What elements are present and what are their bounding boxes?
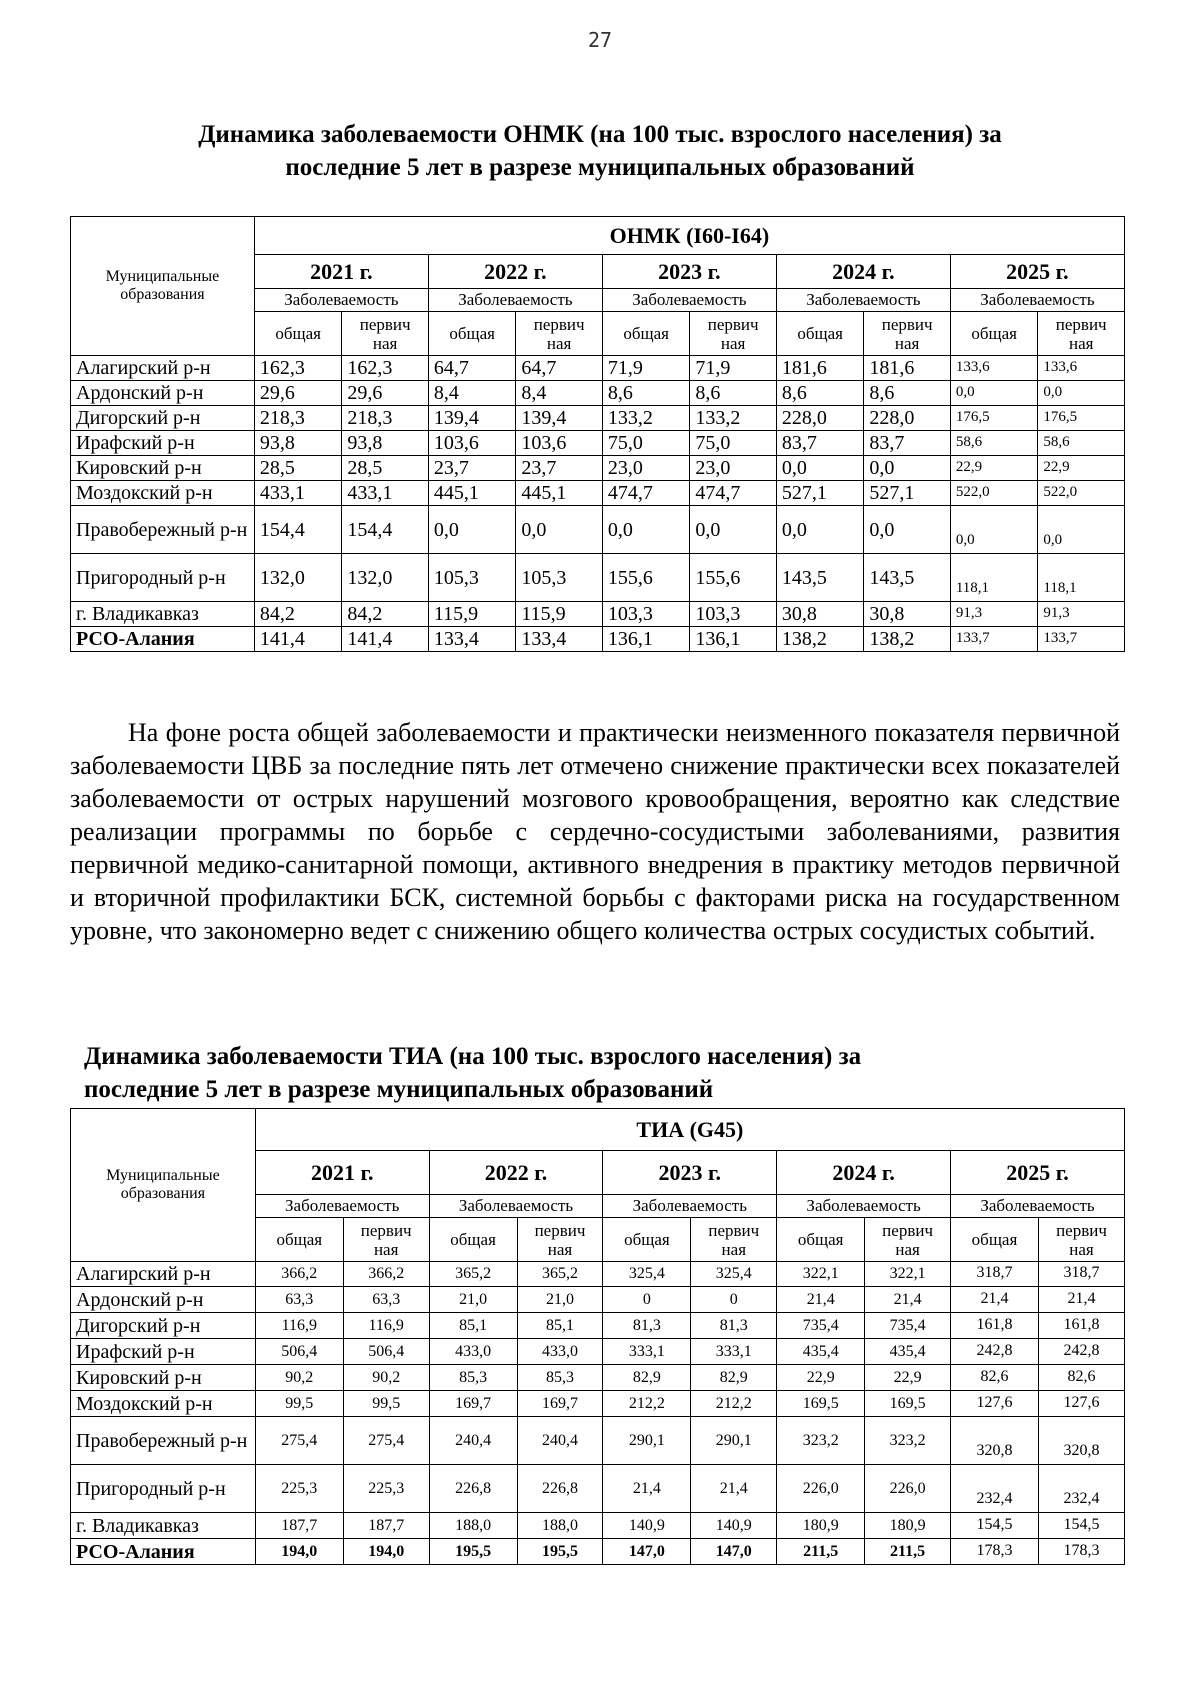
value-cell: 133,4 xyxy=(516,627,602,652)
year-header: 2021 г. xyxy=(255,1151,429,1195)
value-cell: 22,9 xyxy=(777,1365,865,1391)
value-cell: 132,0 xyxy=(254,554,342,602)
value-cell: 147,0 xyxy=(691,1539,777,1565)
value-cell: 365,2 xyxy=(429,1262,517,1287)
table2-title-line2: последние 5 лет в разрезе муниципальных образований xyxy=(84,1076,714,1103)
value-cell: 169,5 xyxy=(865,1391,951,1417)
value-cell: 366,2 xyxy=(343,1262,429,1287)
incidence-header: Заболеваемость xyxy=(776,289,950,312)
value-cell: 99,5 xyxy=(255,1391,343,1417)
value-cell: 30,8 xyxy=(864,602,950,627)
value-cell: 139,4 xyxy=(516,406,602,431)
value-cell: 115,9 xyxy=(516,602,602,627)
value-cell: 154,4 xyxy=(254,506,342,554)
value-cell: 63,3 xyxy=(343,1287,429,1313)
value-cell: 178,3 xyxy=(1038,1539,1124,1565)
value-cell: 218,3 xyxy=(254,406,342,431)
value-cell: 84,2 xyxy=(254,602,342,627)
value-cell: 180,9 xyxy=(777,1513,865,1539)
table2-title xyxy=(70,1040,1144,1106)
value-cell: 325,4 xyxy=(691,1262,777,1287)
value-cell: 506,4 xyxy=(343,1339,429,1365)
value-cell: 322,1 xyxy=(777,1262,865,1287)
value-cell: 323,2 xyxy=(777,1417,865,1465)
group-header-row xyxy=(71,217,1125,255)
value-cell: 133,2 xyxy=(690,406,776,431)
value-cell: 162,3 xyxy=(342,356,428,381)
value-cell: 81,3 xyxy=(691,1313,777,1339)
col-primary-header: первич ная xyxy=(690,312,776,356)
value-cell: 0,0 xyxy=(690,506,776,554)
year-header: 2025 г. xyxy=(950,1151,1124,1195)
value-cell: 115,9 xyxy=(428,602,516,627)
value-cell: 365,2 xyxy=(517,1262,603,1287)
municipality-name: г. Владикавказ xyxy=(71,1513,256,1539)
col-total-header: общая xyxy=(777,1218,865,1262)
col-primary-header: первич ная xyxy=(864,312,950,356)
group-header: ТИА (G45) xyxy=(255,1109,1124,1151)
value-cell: 8,6 xyxy=(864,381,950,406)
value-cell: 82,6 xyxy=(950,1365,1038,1391)
incidence-header: Заболеваемость xyxy=(950,1195,1124,1218)
value-cell: 187,7 xyxy=(343,1513,429,1539)
value-cell: 275,4 xyxy=(255,1417,343,1465)
value-cell: 21,4 xyxy=(691,1465,777,1513)
municipality-name: Пригородный р-н xyxy=(71,554,255,602)
value-cell: 194,0 xyxy=(343,1539,429,1565)
value-cell: 433,1 xyxy=(342,481,428,506)
col-total-header: общая xyxy=(776,312,864,356)
incidence-header: Заболеваемость xyxy=(428,289,602,312)
value-cell: 29,6 xyxy=(254,381,342,406)
col-primary-header: первич ная xyxy=(1038,1218,1124,1262)
value-cell: 133,7 xyxy=(950,627,1038,652)
value-cell: 323,2 xyxy=(865,1417,951,1465)
value-cell: 211,5 xyxy=(865,1539,951,1565)
municipality-name: Ирафский р-н xyxy=(71,431,255,456)
value-cell: 8,6 xyxy=(776,381,864,406)
value-cell: 83,7 xyxy=(864,431,950,456)
value-cell: 21,4 xyxy=(865,1287,951,1313)
value-cell: 0,0 xyxy=(950,381,1038,406)
value-cell: 93,8 xyxy=(254,431,342,456)
value-cell: 30,8 xyxy=(776,602,864,627)
table-row xyxy=(71,1513,1125,1539)
value-cell: 0,0 xyxy=(1038,381,1125,406)
value-cell: 58,6 xyxy=(1038,431,1125,456)
table1-title-line2: последние 5 лет в разрезе муниципальных образований xyxy=(285,154,915,181)
value-cell: 333,1 xyxy=(603,1339,691,1365)
value-cell: 29,6 xyxy=(342,381,428,406)
value-cell: 132,0 xyxy=(342,554,428,602)
year-header: 2023 г. xyxy=(602,255,776,289)
body-paragraph: На фоне роста общей заболеваемости и практически неизменного показателя первичной заболеваемости ЦВБ за последние пять лет отмечено снижение практически всех показателей заболеваемости от острых нарушений мозгового кровообращения, вероятно как следствие реализации программы по борьбе с сердечно-сосудистыми заболеваниями, развития первичной медико-санитарной помощи, активного внедрения в практику методов первичной и вторичной профилактики БСК, системной борьбы с факторами риска на государственном уровне, что закономерно ведет с снижению общего количества острых сосудистых событий. xyxy=(70,718,1120,945)
col-primary-header: первич ная xyxy=(1038,312,1125,356)
municipality-name: Правобережный р-н xyxy=(71,506,255,554)
value-cell: 154,5 xyxy=(1038,1513,1124,1539)
value-cell: 522,0 xyxy=(1038,481,1125,506)
value-cell: 325,4 xyxy=(603,1262,691,1287)
col-primary-header: первич ная xyxy=(691,1218,777,1262)
value-cell: 242,8 xyxy=(950,1339,1038,1365)
value-cell: 225,3 xyxy=(343,1465,429,1513)
incidence-header: Заболеваемость xyxy=(255,1195,429,1218)
value-cell: 23,7 xyxy=(516,456,602,481)
table-row xyxy=(71,554,1125,602)
table-row xyxy=(71,1391,1125,1417)
value-cell: 228,0 xyxy=(864,406,950,431)
value-cell: 226,0 xyxy=(777,1465,865,1513)
value-cell: 23,7 xyxy=(428,456,516,481)
table2-title-line1: Динамика заболеваемости ТИА (на 100 тыс. взрослого населения) за xyxy=(84,1043,862,1070)
value-cell: 154,4 xyxy=(342,506,428,554)
table-row xyxy=(71,1313,1125,1339)
value-cell: 178,3 xyxy=(950,1539,1038,1565)
value-cell: 139,4 xyxy=(428,406,516,431)
value-cell: 435,4 xyxy=(865,1339,951,1365)
table1-title-line1: Динамика заболеваемости ОНМК (на 100 тыс. взрослого населения) за xyxy=(198,121,1002,148)
value-cell: 290,1 xyxy=(691,1417,777,1465)
value-cell: 527,1 xyxy=(776,481,864,506)
value-cell: 103,6 xyxy=(516,431,602,456)
value-cell: 188,0 xyxy=(517,1513,603,1539)
year-header: 2022 г. xyxy=(429,1151,603,1195)
value-cell: 0,0 xyxy=(602,506,690,554)
value-cell: 23,0 xyxy=(690,456,776,481)
municipality-name: Кировский р-н xyxy=(71,456,255,481)
value-cell: 232,4 xyxy=(950,1465,1038,1513)
value-cell: 28,5 xyxy=(342,456,428,481)
value-cell: 181,6 xyxy=(864,356,950,381)
value-cell: 58,6 xyxy=(950,431,1038,456)
municipality-name: Алагирский р-н xyxy=(71,1262,256,1287)
value-cell: 127,6 xyxy=(1038,1391,1124,1417)
value-cell: 226,8 xyxy=(429,1465,517,1513)
value-cell: 75,0 xyxy=(690,431,776,456)
value-cell: 162,3 xyxy=(254,356,342,381)
value-cell: 735,4 xyxy=(777,1313,865,1339)
municipality-name: Алагирский р-н xyxy=(71,356,255,381)
value-cell: 85,1 xyxy=(517,1313,603,1339)
table-row xyxy=(71,356,1125,381)
value-cell: 138,2 xyxy=(864,627,950,652)
value-cell: 93,8 xyxy=(342,431,428,456)
municipality-name: Ардонский р-н xyxy=(71,1287,256,1313)
value-cell: 85,3 xyxy=(517,1365,603,1391)
year-header: 2024 г. xyxy=(777,1151,951,1195)
value-cell: 333,1 xyxy=(691,1339,777,1365)
value-cell: 0,0 xyxy=(1038,506,1125,554)
incidence-header: Заболеваемость xyxy=(429,1195,603,1218)
value-cell: 28,5 xyxy=(254,456,342,481)
value-cell: 195,5 xyxy=(429,1539,517,1565)
value-cell: 506,4 xyxy=(255,1339,343,1365)
value-cell: 181,6 xyxy=(776,356,864,381)
value-cell: 8,6 xyxy=(690,381,776,406)
value-cell: 0,0 xyxy=(428,506,516,554)
table-row xyxy=(71,481,1125,506)
value-cell: 133,2 xyxy=(602,406,690,431)
incidence-header: Заболеваемость xyxy=(777,1195,951,1218)
value-cell: 226,8 xyxy=(517,1465,603,1513)
incidence-header: Заболеваемость xyxy=(603,1195,777,1218)
value-cell: 169,5 xyxy=(777,1391,865,1417)
value-cell: 81,3 xyxy=(603,1313,691,1339)
value-cell: 103,6 xyxy=(428,431,516,456)
incidence-header: Заболеваемость xyxy=(602,289,776,312)
value-cell: 320,8 xyxy=(950,1417,1038,1465)
value-cell: 232,4 xyxy=(1038,1465,1124,1513)
value-cell: 0,0 xyxy=(864,506,950,554)
value-cell: 366,2 xyxy=(255,1262,343,1287)
value-cell: 136,1 xyxy=(690,627,776,652)
value-cell: 63,3 xyxy=(255,1287,343,1313)
value-cell: 147,0 xyxy=(603,1539,691,1565)
value-cell: 23,0 xyxy=(602,456,690,481)
year-header: 2025 г. xyxy=(950,255,1124,289)
value-cell: 155,6 xyxy=(602,554,690,602)
value-cell: 91,3 xyxy=(1038,602,1125,627)
value-cell: 188,0 xyxy=(429,1513,517,1539)
col-total-header: общая xyxy=(603,1218,691,1262)
table-row xyxy=(71,456,1125,481)
value-cell: 0,0 xyxy=(864,456,950,481)
value-cell: 176,5 xyxy=(1038,406,1125,431)
value-cell: 143,5 xyxy=(864,554,950,602)
value-cell: 138,2 xyxy=(776,627,864,652)
municipality-name: РСО-Алания xyxy=(71,627,255,652)
value-cell: 75,0 xyxy=(602,431,690,456)
col-primary-header: первич ная xyxy=(517,1218,603,1262)
municipality-name: Кировский р-н xyxy=(71,1365,256,1391)
value-cell: 140,9 xyxy=(691,1513,777,1539)
col-total-header: общая xyxy=(602,312,690,356)
table-row xyxy=(71,506,1125,554)
value-cell: 116,9 xyxy=(343,1313,429,1339)
col-total-header: общая xyxy=(950,312,1038,356)
value-cell: 21,0 xyxy=(429,1287,517,1313)
value-cell: 71,9 xyxy=(602,356,690,381)
value-cell: 64,7 xyxy=(428,356,516,381)
col-primary-header: первич ная xyxy=(343,1218,429,1262)
table-row xyxy=(71,381,1125,406)
year-header: 2021 г. xyxy=(254,255,428,289)
value-cell: 90,2 xyxy=(343,1365,429,1391)
municipality-name: Правобережный р-н xyxy=(71,1417,256,1465)
value-cell: 141,4 xyxy=(254,627,342,652)
value-cell: 474,7 xyxy=(690,481,776,506)
value-cell: 91,3 xyxy=(950,602,1038,627)
value-cell: 212,2 xyxy=(603,1391,691,1417)
table-row xyxy=(71,1417,1125,1465)
value-cell: 118,1 xyxy=(1038,554,1125,602)
incidence-header: Заболеваемость xyxy=(254,289,428,312)
value-cell: 21,4 xyxy=(950,1287,1038,1313)
group-header-row xyxy=(71,1109,1125,1151)
value-cell: 194,0 xyxy=(255,1539,343,1565)
value-cell: 240,4 xyxy=(429,1417,517,1465)
value-cell: 82,6 xyxy=(1038,1365,1124,1391)
table-row xyxy=(71,1262,1125,1287)
col-primary-header: первич ная xyxy=(516,312,602,356)
value-cell: 161,8 xyxy=(1038,1313,1124,1339)
value-cell: 161,8 xyxy=(950,1313,1038,1339)
value-cell: 195,5 xyxy=(517,1539,603,1565)
value-cell: 433,1 xyxy=(254,481,342,506)
year-header: 2023 г. xyxy=(603,1151,777,1195)
municipality-name: Ардонский р-н xyxy=(71,381,255,406)
value-cell: 433,0 xyxy=(429,1339,517,1365)
table-row xyxy=(71,1365,1125,1391)
value-cell: 133,6 xyxy=(1038,356,1125,381)
value-cell: 0 xyxy=(691,1287,777,1313)
value-cell: 735,4 xyxy=(865,1313,951,1339)
value-cell: 8,6 xyxy=(602,381,690,406)
value-cell: 84,2 xyxy=(342,602,428,627)
value-cell: 22,9 xyxy=(950,456,1038,481)
table-row xyxy=(71,431,1125,456)
value-cell: 64,7 xyxy=(516,356,602,381)
table-row xyxy=(71,602,1125,627)
value-cell: 226,0 xyxy=(865,1465,951,1513)
value-cell: 99,5 xyxy=(343,1391,429,1417)
value-cell: 445,1 xyxy=(428,481,516,506)
value-cell: 105,3 xyxy=(516,554,602,602)
municipality-header: Муниципальные образования xyxy=(71,217,255,356)
col-total-header: общая xyxy=(429,1218,517,1262)
value-cell: 318,7 xyxy=(950,1262,1038,1287)
year-header: 2022 г. xyxy=(428,255,602,289)
value-cell: 155,6 xyxy=(690,554,776,602)
municipality-header: Муниципальные образования xyxy=(71,1109,256,1262)
municipality-name: РСО-Алания xyxy=(71,1539,256,1565)
value-cell: 154,5 xyxy=(950,1513,1038,1539)
value-cell: 522,0 xyxy=(950,481,1038,506)
col-total-header: общая xyxy=(255,1218,343,1262)
value-cell: 21,4 xyxy=(1038,1287,1124,1313)
value-cell: 212,2 xyxy=(691,1391,777,1417)
value-cell: 85,3 xyxy=(429,1365,517,1391)
value-cell: 133,6 xyxy=(950,356,1038,381)
value-cell: 103,3 xyxy=(690,602,776,627)
value-cell: 133,7 xyxy=(1038,627,1125,652)
municipality-name: Пригородный р-н xyxy=(71,1465,256,1513)
table-row xyxy=(71,1287,1125,1313)
value-cell: 527,1 xyxy=(864,481,950,506)
value-cell: 240,4 xyxy=(517,1417,603,1465)
value-cell: 290,1 xyxy=(603,1417,691,1465)
value-cell: 433,0 xyxy=(517,1339,603,1365)
table-row xyxy=(71,1539,1125,1565)
value-cell: 225,3 xyxy=(255,1465,343,1513)
value-cell: 22,9 xyxy=(1038,456,1125,481)
value-cell: 22,9 xyxy=(865,1365,951,1391)
municipality-name: Дигорский р-н xyxy=(71,406,255,431)
value-cell: 71,9 xyxy=(690,356,776,381)
group-header: ОНМК (I60-I64) xyxy=(254,217,1124,255)
value-cell: 118,1 xyxy=(950,554,1038,602)
value-cell: 143,5 xyxy=(776,554,864,602)
value-cell: 0,0 xyxy=(776,506,864,554)
value-cell: 90,2 xyxy=(255,1365,343,1391)
tia-table xyxy=(70,1108,1125,1565)
value-cell: 21,4 xyxy=(603,1465,691,1513)
value-cell: 445,1 xyxy=(516,481,602,506)
value-cell: 140,9 xyxy=(603,1513,691,1539)
value-cell: 435,4 xyxy=(777,1339,865,1365)
value-cell: 141,4 xyxy=(342,627,428,652)
municipality-name: Моздокский р-н xyxy=(71,481,255,506)
col-primary-header: первич ная xyxy=(865,1218,951,1262)
value-cell: 176,5 xyxy=(950,406,1038,431)
table-row xyxy=(71,1339,1125,1365)
value-cell: 169,7 xyxy=(517,1391,603,1417)
value-cell: 322,1 xyxy=(865,1262,951,1287)
value-cell: 83,7 xyxy=(776,431,864,456)
value-cell: 116,9 xyxy=(255,1313,343,1339)
municipality-name: г. Владикавказ xyxy=(71,602,255,627)
col-primary-header: первич ная xyxy=(342,312,428,356)
value-cell: 0 xyxy=(603,1287,691,1313)
value-cell: 21,0 xyxy=(517,1287,603,1313)
value-cell: 228,0 xyxy=(776,406,864,431)
value-cell: 0,0 xyxy=(776,456,864,481)
value-cell: 127,6 xyxy=(950,1391,1038,1417)
municipality-name: Дигорский р-н xyxy=(71,1313,256,1339)
value-cell: 320,8 xyxy=(1038,1417,1124,1465)
onmk-table xyxy=(70,216,1125,652)
table-row xyxy=(71,627,1125,652)
table-row xyxy=(71,406,1125,431)
value-cell: 105,3 xyxy=(428,554,516,602)
value-cell: 136,1 xyxy=(602,627,690,652)
value-cell: 0,0 xyxy=(516,506,602,554)
col-total-header: общая xyxy=(254,312,342,356)
value-cell: 318,7 xyxy=(1038,1262,1124,1287)
value-cell: 169,7 xyxy=(429,1391,517,1417)
value-cell: 0,0 xyxy=(950,506,1038,554)
value-cell: 103,3 xyxy=(602,602,690,627)
table1-title xyxy=(70,118,1130,184)
value-cell: 82,9 xyxy=(691,1365,777,1391)
value-cell: 218,3 xyxy=(342,406,428,431)
value-cell: 133,4 xyxy=(428,627,516,652)
value-cell: 82,9 xyxy=(603,1365,691,1391)
value-cell: 85,1 xyxy=(429,1313,517,1339)
page-number: 27 xyxy=(587,28,613,52)
municipality-name: Моздокский р-н xyxy=(71,1391,256,1417)
incidence-header: Заболеваемость xyxy=(950,289,1124,312)
value-cell: 211,5 xyxy=(777,1539,865,1565)
col-total-header: общая xyxy=(950,1218,1038,1262)
table-row xyxy=(71,1465,1125,1513)
value-cell: 474,7 xyxy=(602,481,690,506)
year-header: 2024 г. xyxy=(776,255,950,289)
value-cell: 187,7 xyxy=(255,1513,343,1539)
value-cell: 180,9 xyxy=(865,1513,951,1539)
value-cell: 21,4 xyxy=(777,1287,865,1313)
municipality-name: Ирафский р-н xyxy=(71,1339,256,1365)
value-cell: 275,4 xyxy=(343,1417,429,1465)
value-cell: 8,4 xyxy=(516,381,602,406)
value-cell: 8,4 xyxy=(428,381,516,406)
value-cell: 242,8 xyxy=(1038,1339,1124,1365)
col-total-header: общая xyxy=(428,312,516,356)
